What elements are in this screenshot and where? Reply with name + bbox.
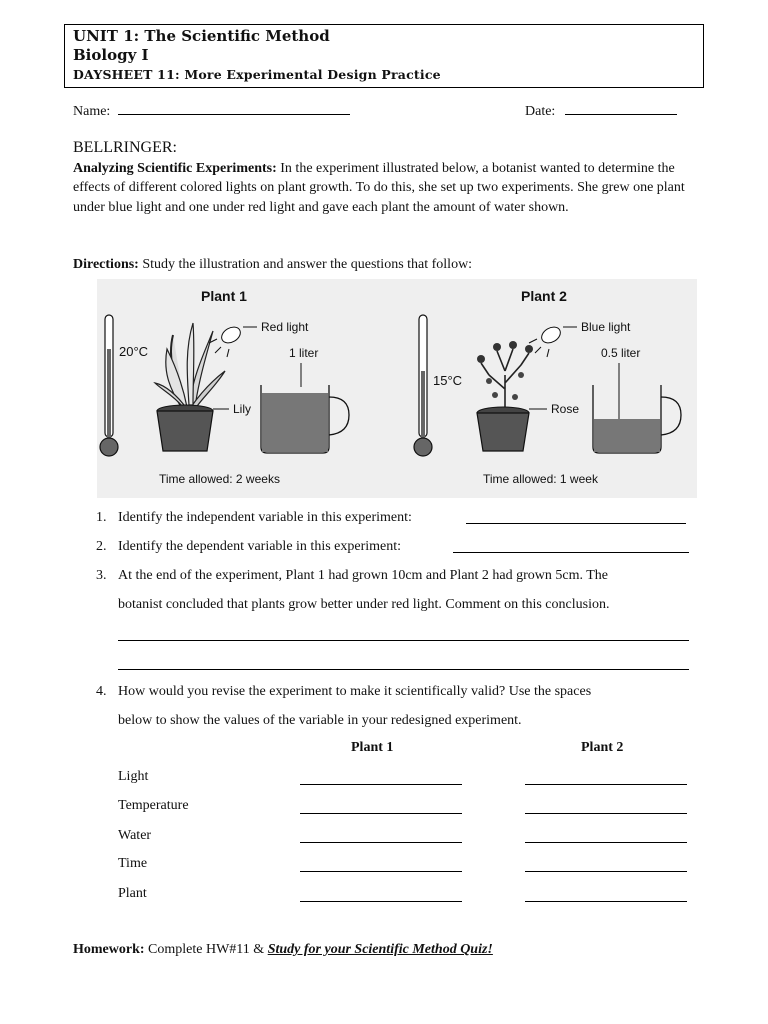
time-plant2-field[interactable] bbox=[525, 871, 687, 872]
experiment-illustration bbox=[97, 279, 697, 498]
table-row-label-time: Time bbox=[118, 856, 148, 871]
question-1-num: 1. bbox=[96, 510, 107, 525]
unit-title: UNIT 1: The Scientific Method bbox=[73, 27, 330, 45]
bellringer-lead: Analyzing Scientific Experiments: bbox=[73, 161, 277, 176]
plant1-title: Plant 1 bbox=[201, 288, 247, 304]
plant-plant2-field[interactable] bbox=[525, 901, 687, 902]
name-label: Name: bbox=[73, 104, 111, 119]
table-row-label-plant: Plant bbox=[118, 886, 147, 901]
plant-plant1-field[interactable] bbox=[300, 901, 462, 902]
date-field[interactable] bbox=[565, 100, 677, 115]
homework-emphasis: Study for your Scientific Method Quiz! bbox=[267, 942, 493, 957]
table-row-label-temperature: Temperature bbox=[118, 798, 189, 813]
question-1 bbox=[96, 509, 412, 527]
answer-3-line-1[interactable] bbox=[118, 640, 689, 641]
question-4-text-line2: below to show the values of the variable in your redesigned experiment. bbox=[118, 713, 522, 728]
pot-2-icon bbox=[477, 407, 529, 451]
table-col-plant2: Plant 2 bbox=[581, 740, 624, 755]
answer-3-line-2[interactable] bbox=[118, 669, 689, 670]
question-3-text-line2: botanist concluded that plants grow better under red light. Comment on this conclusion. bbox=[118, 597, 610, 612]
question-4-text: How would you revise the experiment to make it scientifically valid? Use the spaces bbox=[118, 684, 592, 699]
thermometer-2-icon bbox=[414, 315, 432, 456]
light-plant2-field[interactable] bbox=[525, 784, 687, 785]
course-title: Biology I bbox=[73, 46, 149, 64]
name-field[interactable] bbox=[118, 100, 350, 115]
answer-2-line[interactable] bbox=[453, 552, 689, 553]
homework-text: Complete HW#11 & bbox=[148, 942, 265, 957]
plant1-water: 1 liter bbox=[289, 346, 319, 360]
question-2-text: Identify the dependent variable in this experiment: bbox=[118, 539, 402, 554]
question-2-num: 2. bbox=[96, 539, 107, 554]
question-3 bbox=[96, 567, 608, 585]
plant1-time: Time allowed: 2 weeks bbox=[159, 472, 280, 486]
bellringer-text: In the experiment illustrated below, a botanist wanted to determine the effects of different colored lights on plant growth. To do this, she set up two experiments. She grew one plant under blue light and one under red light and gave each plant the amount of water shown. bbox=[73, 161, 685, 215]
question-2 bbox=[96, 538, 401, 556]
question-3-text: At the end of the experiment, Plant 1 had grown 10cm and Plant 2 had grown 5cm. The bbox=[118, 568, 609, 583]
date-label: Date: bbox=[525, 104, 556, 119]
date-row bbox=[525, 100, 677, 120]
temperature-plant1-field[interactable] bbox=[300, 813, 462, 814]
plant1-plant: Lily bbox=[233, 402, 252, 416]
homework-label: Homework: bbox=[73, 942, 145, 957]
question-3-num: 3. bbox=[96, 568, 107, 583]
answer-1-line[interactable] bbox=[466, 523, 686, 524]
red-light-bulb-icon bbox=[209, 324, 243, 357]
daysheet-title: DAYSHEET 11: More Experimental Design Practice bbox=[73, 67, 441, 82]
table-row-label-water: Water bbox=[118, 828, 152, 843]
plant2-light: Blue light bbox=[581, 320, 631, 334]
question-4 bbox=[96, 683, 591, 701]
pot-1-icon bbox=[157, 405, 213, 451]
directions-text: Study the illustration and answer the questions that follow: bbox=[142, 257, 473, 272]
bellringer-heading: BELLRINGER: bbox=[73, 139, 177, 156]
question-4-num: 4. bbox=[96, 684, 107, 699]
rose-plant-icon bbox=[477, 341, 533, 411]
header-box bbox=[64, 24, 704, 88]
plant2-time: Time allowed: 1 week bbox=[483, 472, 598, 486]
table-col-plant1: Plant 1 bbox=[351, 740, 394, 755]
name-row bbox=[73, 100, 350, 120]
blue-light-bulb-icon bbox=[529, 324, 563, 357]
bellringer-paragraph bbox=[73, 159, 701, 217]
table-row-label-light: Light bbox=[118, 769, 149, 784]
question-1-text: Identify the independent variable in this experiment: bbox=[118, 510, 412, 525]
plant1-light: Red light bbox=[261, 320, 309, 334]
time-plant1-field[interactable] bbox=[300, 871, 462, 872]
water-plant2-field[interactable] bbox=[525, 842, 687, 843]
directions bbox=[73, 257, 472, 273]
plant2-plant: Rose bbox=[551, 402, 580, 416]
thermometer-1-icon bbox=[100, 315, 118, 456]
plant2-title: Plant 2 bbox=[521, 288, 567, 304]
plant2-temp: 15°C bbox=[433, 373, 463, 388]
homework-line bbox=[73, 942, 493, 958]
beaker-2-icon bbox=[593, 363, 681, 453]
lily-plant-icon bbox=[155, 323, 225, 409]
beaker-1-icon bbox=[261, 363, 349, 453]
temperature-plant2-field[interactable] bbox=[525, 813, 687, 814]
plant2-water: 0.5 liter bbox=[601, 346, 641, 360]
light-plant1-field[interactable] bbox=[300, 784, 462, 785]
water-plant1-field[interactable] bbox=[300, 842, 462, 843]
directions-label: Directions: bbox=[73, 257, 139, 272]
plant1-temp: 20°C bbox=[119, 344, 149, 359]
